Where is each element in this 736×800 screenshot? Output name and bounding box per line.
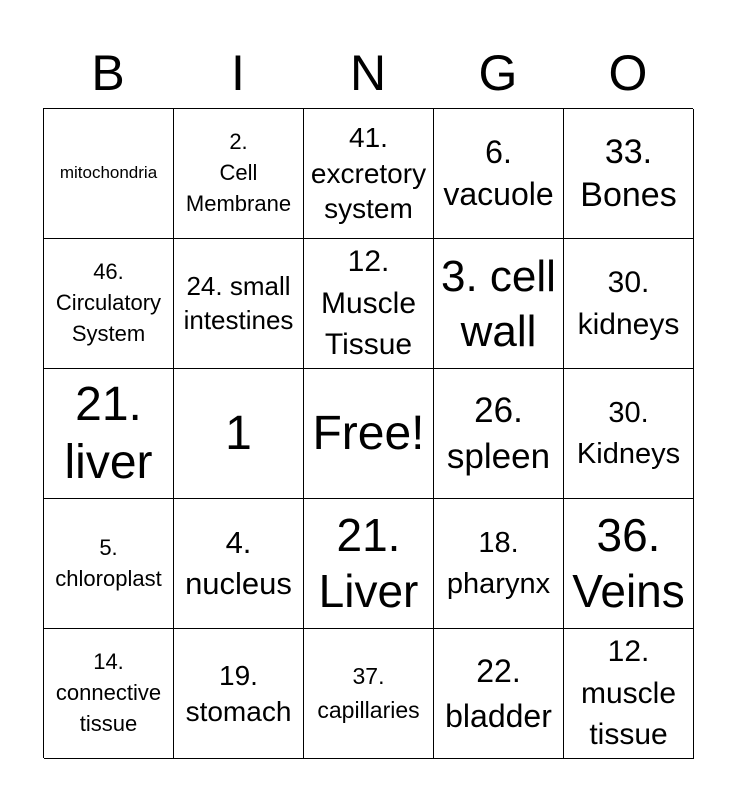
- bingo-cell[interactable]: [434, 499, 564, 629]
- cell-text: 24. small intestines: [183, 270, 294, 335]
- bingo-cell[interactable]: [564, 239, 694, 369]
- cell-text: 37. capillaries: [317, 663, 420, 723]
- cell-text: 22. bladder: [445, 652, 552, 734]
- header-letter-i: I: [231, 45, 245, 101]
- cell-text: 2. Cell Membrane: [185, 129, 292, 216]
- bingo-cell[interactable]: [44, 629, 174, 759]
- free-space[interactable]: [304, 369, 434, 499]
- cell-text: Free!: [312, 406, 425, 460]
- cell-text: 30. Kidneys: [576, 396, 681, 470]
- cell-text: 26. spleen: [446, 391, 551, 476]
- cell-text: 3. cell wall: [441, 251, 556, 356]
- bingo-cell[interactable]: [434, 369, 564, 499]
- bingo-cell[interactable]: [44, 369, 174, 499]
- bingo-cell[interactable]: [44, 239, 174, 369]
- bingo-cell[interactable]: [564, 499, 694, 629]
- cell-text: 30. kidneys: [577, 265, 680, 341]
- header-letter-b: B: [91, 45, 125, 101]
- bingo-cell[interactable]: [304, 109, 434, 239]
- bingo-cell[interactable]: [564, 369, 694, 499]
- bingo-cell[interactable]: [304, 239, 434, 369]
- cell-text: 14. connective tissue: [55, 649, 162, 736]
- cell-text: 21. liver: [64, 377, 153, 489]
- cell-text: 41. excretory system: [310, 121, 427, 225]
- header-letter-n: N: [349, 45, 387, 101]
- cell-text: 21. Liver: [318, 509, 419, 617]
- bingo-cell[interactable]: [304, 629, 434, 759]
- bingo-cell[interactable]: [174, 239, 304, 369]
- bingo-cell[interactable]: [564, 629, 694, 759]
- bingo-board: [43, 108, 693, 758]
- bingo-cell[interactable]: [434, 239, 564, 369]
- cell-text: 18. pharynx: [446, 526, 551, 600]
- cell-text: mitochondria: [59, 163, 158, 183]
- bingo-cell[interactable]: [174, 369, 304, 499]
- cell-text: 19. stomach: [185, 659, 292, 727]
- bingo-cell[interactable]: [44, 109, 174, 239]
- cell-text: 5. chloroplast: [55, 534, 162, 591]
- cell-text: 4. nucleus: [185, 525, 292, 601]
- bingo-cell[interactable]: [564, 109, 694, 239]
- bingo-header: [43, 38, 693, 108]
- cell-text: 12. Muscle Tissue: [320, 245, 417, 362]
- cell-text: 36. Veins: [572, 509, 685, 617]
- bingo-cell[interactable]: [434, 629, 564, 759]
- bingo-cell[interactable]: [174, 629, 304, 759]
- bingo-cell[interactable]: [434, 109, 564, 239]
- header-letter-o: O: [608, 45, 648, 101]
- bingo-cell[interactable]: [174, 499, 304, 629]
- header-letter-g: G: [478, 45, 518, 101]
- bingo-cell[interactable]: [44, 499, 174, 629]
- cell-text: 12. muscle tissue: [580, 635, 677, 752]
- cell-text: 1: [225, 406, 252, 460]
- cell-text: 46. Circulatory System: [55, 259, 162, 346]
- cell-text: 6. vacuole: [443, 133, 554, 212]
- bingo-cell[interactable]: [174, 109, 304, 239]
- bingo-cell[interactable]: [304, 499, 434, 629]
- cell-text: 33. Bones: [580, 133, 677, 214]
